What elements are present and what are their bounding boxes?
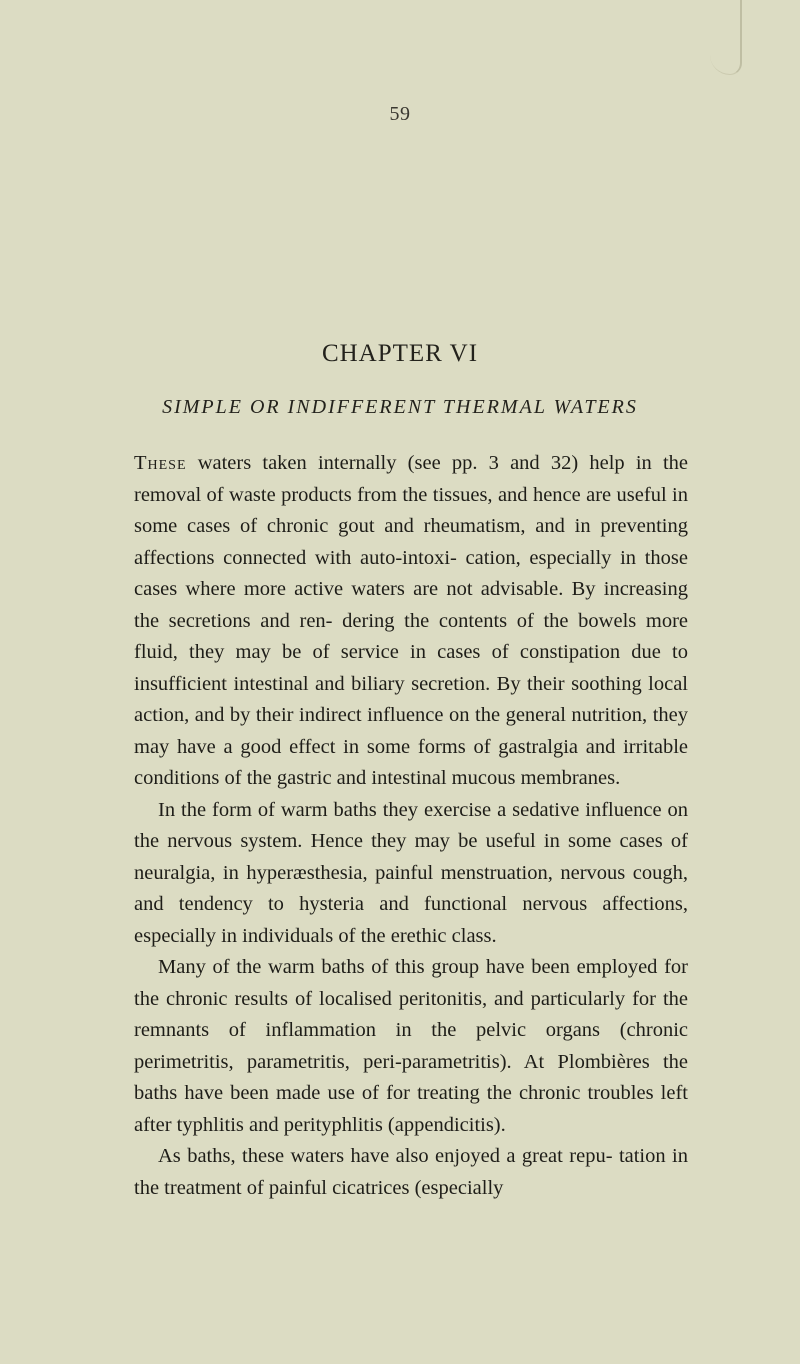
paragraph-4: As baths, these waters have also enjoyed a great repu- tation in the treatment of painful cicatrices (especially bbox=[134, 1145, 688, 1199]
paragraph-2: In the form of warm baths they exercise a sedative influence on the nervous system. Hence they may be useful in some cases of neuralgia, in hyperæsthesia, painful menstruation, nervous cough, and tendency to hysteria and functional nervous affections, especially in individuals of the erethic class. bbox=[134, 798, 688, 947]
page-corner-mark bbox=[710, 0, 742, 75]
body-text bbox=[134, 448, 688, 1204]
paragraph-1-text: waters taken internally (see pp. 3 and 32) help in the removal of waste products from the tissues, and hence are useful in some cases of chronic gout and rheumatism, and in preventing affections connected with auto-intoxi- cation, especially in those cases where more active waters are not advisable. By increasing the secretions and ren- dering the contents of the bowels more fluid, they may be of service in cases of constipation due to insufficient intestinal and biliary secretion. By their soothing local action, and by their indirect influence on the general nutrition, they may have a good effect in some forms of gastralgia and irritable conditions of the gastric and intestinal mucous membranes. bbox=[134, 452, 688, 789]
paragraph-1-lead-word: These bbox=[134, 452, 187, 474]
page-number: 59 bbox=[389, 103, 411, 125]
paragraph-3: Many of the warm baths of this group have been employed for the chronic results of localised peritonitis, and particularly for the remnants of inflammation in the pelvic organs (chronic perimetritis, parametritis, peri-parametritis). At Plombières the baths have been made use of for treating the chronic troubles left after typhlitis and perityphlitis (appendicitis). bbox=[134, 956, 688, 1136]
chapter-heading: CHAPTER VI bbox=[321, 340, 479, 367]
paragraph-1 bbox=[134, 448, 688, 795]
chapter-subtitle: SIMPLE OR INDIFFERENT THERMAL WATERS bbox=[162, 396, 638, 418]
